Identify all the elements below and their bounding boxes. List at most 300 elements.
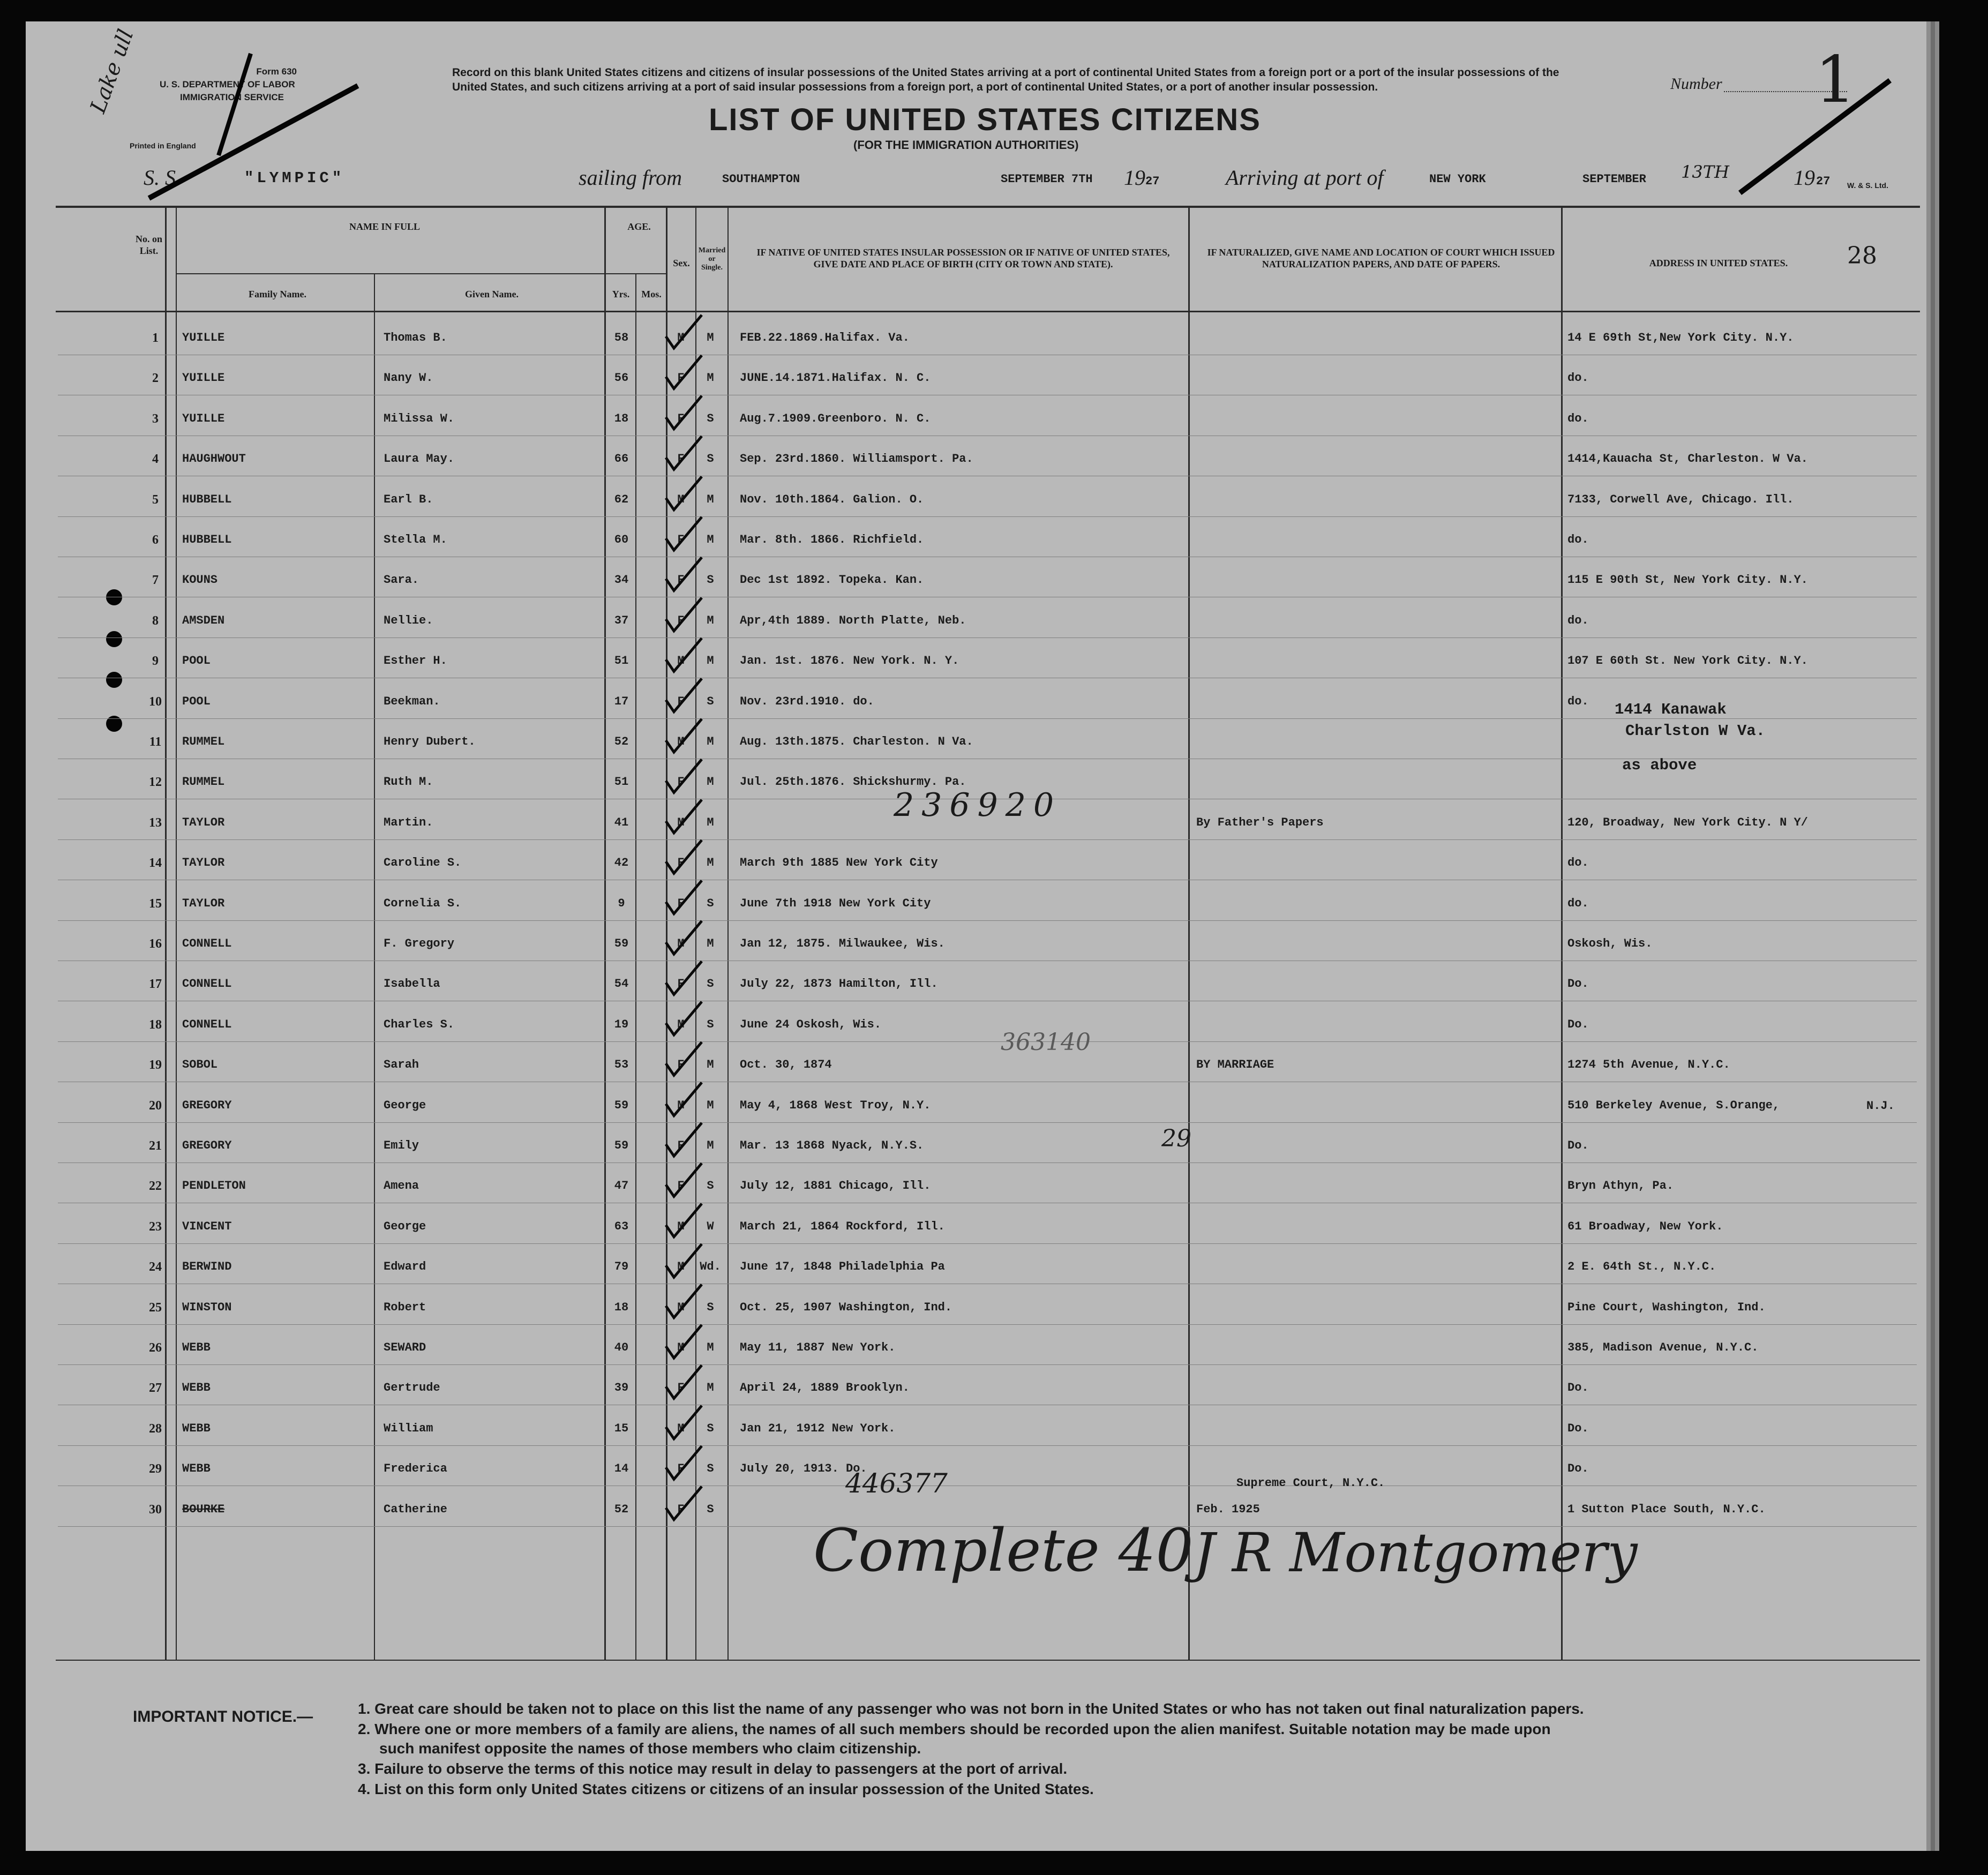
row-checkmark	[666, 679, 702, 712]
birth-info: June 7th 1918 New York City	[740, 896, 931, 910]
row-number: 8	[152, 613, 159, 628]
us-address: 1274 5th Avenue, N.Y.C.	[1567, 1058, 1730, 1072]
birth-info: March 9th 1885 New York City	[740, 856, 938, 870]
row-checkmark	[666, 1446, 702, 1479]
ship-name: "LYMPIC"	[244, 169, 345, 187]
birth-info: May 4, 1868 West Troy, N.Y.	[740, 1098, 931, 1112]
rummel-address-1: 1414 Kanawak	[1615, 701, 1727, 718]
header-address: ADDRESS IN UNITED STATES.	[1649, 258, 1788, 268]
marital-status: S	[707, 896, 714, 910]
sex: F	[677, 371, 685, 385]
ss-label: S. S.	[144, 166, 181, 190]
family-name: VINCENT	[182, 1219, 232, 1233]
row-checkmark	[666, 1365, 702, 1398]
given-name: Nany W.	[384, 371, 433, 385]
birth-info: July 20, 1913. Do.	[740, 1462, 867, 1476]
row-checkmark	[666, 355, 702, 388]
supreme-court-note: Supreme Court, N.Y.C.	[1236, 1476, 1385, 1490]
row-number: 23	[149, 1219, 162, 1234]
us-address: 14 E 69th St,New York City. N.Y.	[1567, 331, 1794, 344]
sex: F	[677, 1381, 685, 1395]
marital-status: S	[707, 1300, 714, 1314]
notice-item-1: 1. Great care should be taken not to place on this list the name of any passenger who was not born in the United States or who has not taken out final naturalization papers.	[358, 1700, 1584, 1717]
year-label-1: 19	[1124, 166, 1145, 190]
birth-info: Apr,4th 1889. North Platte, Neb.	[740, 613, 966, 627]
age-years: 40	[614, 1341, 629, 1354]
us-address: Do.	[1567, 1421, 1589, 1435]
birth-info: June 24 Oskosh, Wis.	[740, 1017, 882, 1031]
row-checkmark	[666, 961, 702, 994]
us-address: Do.	[1567, 1139, 1589, 1152]
us-address: Oskosh, Wis.	[1567, 937, 1653, 950]
age-years: 56	[614, 371, 629, 385]
sex: F	[677, 452, 685, 466]
row-checkmark	[666, 517, 702, 550]
family-name: GREGORY	[182, 1098, 232, 1112]
family-name: TAYLOR	[182, 896, 225, 910]
age-years: 41	[614, 815, 629, 829]
row-checkmark	[666, 800, 702, 833]
row-number: 11	[149, 735, 162, 749]
marital-status: M	[707, 1381, 714, 1395]
birth-info: Sep. 23rd.1860. Williamsport. Pa.	[740, 452, 973, 466]
age-years: 52	[614, 735, 629, 748]
birth-info: June 17, 1848 Philadelphia Pa	[740, 1260, 945, 1274]
page-title: LIST OF UNITED STATES CITIZENS	[709, 102, 1261, 137]
row-checkmark	[666, 1002, 702, 1035]
marital-status: M	[707, 1139, 714, 1152]
family-name: SOBOL	[182, 1058, 218, 1072]
birth-info: April 24, 1889 Brooklyn.	[740, 1381, 910, 1395]
row-checkmark	[666, 1083, 702, 1116]
marital-status: S	[707, 1179, 714, 1193]
birth-info: FEB.22.1869.Halifax. Va.	[740, 331, 910, 344]
sex: F	[677, 1058, 685, 1072]
us-address: do.	[1567, 856, 1589, 870]
row-number: 4	[152, 452, 159, 467]
sex: M	[677, 1341, 685, 1354]
age-years: 42	[614, 856, 629, 870]
birth-info: Jan. 1st. 1876. New York. N. Y.	[740, 654, 959, 668]
age-years: 62	[614, 492, 629, 506]
birth-info: Nov. 10th.1864. Galion. O.	[740, 492, 924, 506]
row-checkmark	[666, 436, 702, 469]
sex: M	[677, 937, 685, 950]
age-years: 39	[614, 1381, 629, 1395]
us-address: do.	[1567, 411, 1589, 425]
age-years: 59	[614, 937, 629, 950]
us-address: Do.	[1567, 1462, 1589, 1476]
hand-number-2: 363140	[1001, 1029, 1091, 1056]
birth-info: Aug.7.1909.Greenboro. N. C.	[740, 411, 931, 425]
row-checkmark	[666, 638, 702, 671]
family-name: PENDLETON	[182, 1179, 246, 1193]
family-name: WEBB	[182, 1381, 211, 1395]
family-name: YUILLE	[182, 411, 225, 425]
sex: F	[677, 1462, 685, 1476]
family-name: BERWIND	[182, 1260, 232, 1274]
row-checkmark	[666, 881, 702, 914]
margin-note: Lake ull	[85, 26, 139, 117]
marital-status: M	[707, 1341, 714, 1354]
header-naturalized: IF NATURALIZED, GIVE NAME AND LOCATION OF COURT WHICH ISSUED NATURALIZATION PAPERS, AND DATE OF PAPERS.	[1207, 247, 1555, 269]
given-name: SEWARD	[384, 1341, 426, 1354]
marital-status: M	[707, 937, 714, 950]
us-address: 510 Berkeley Avenue, S.Orange,	[1567, 1098, 1780, 1112]
birth-info: Jul. 25th.1876. Shickshurmy. Pa.	[740, 775, 966, 789]
year-1: 27	[1145, 175, 1160, 188]
gregory-nj: N.J.	[1866, 1099, 1895, 1113]
family-name: HAUGHWOUT	[182, 452, 246, 466]
row-number: 28	[149, 1421, 162, 1436]
birth-info: Oct. 25, 1907 Washington, Ind.	[740, 1300, 952, 1314]
marital-status: S	[707, 1502, 714, 1516]
marital-status: M	[707, 1098, 714, 1112]
header-given-name: Given Name.	[465, 289, 519, 299]
marital-status: M	[707, 1058, 714, 1072]
age-years: 59	[614, 1098, 629, 1112]
us-address: 7133, Corwell Ave, Chicago. Ill.	[1567, 492, 1794, 506]
row-number: 22	[149, 1179, 162, 1194]
us-address: Bryn Athyn, Pa.	[1567, 1179, 1674, 1193]
arrival-day: 13TH	[1681, 162, 1729, 182]
row-checkmark	[666, 921, 702, 954]
marital-status: M	[707, 492, 714, 506]
header-no: No. on List.	[135, 234, 162, 256]
header-age: AGE.	[627, 221, 651, 232]
us-address: 107 E 60th St. New York City. N.Y.	[1567, 654, 1808, 668]
row-checkmark	[666, 719, 702, 752]
birth-info: Mar. 13 1868 Nyack, N.Y.S.	[740, 1139, 924, 1152]
row-number: 29	[149, 1462, 162, 1476]
naturalization-info: By Father's Papers	[1196, 815, 1324, 829]
row-number: 3	[152, 411, 159, 426]
given-name: Caroline S.	[384, 856, 462, 870]
family-name: BOURKE	[182, 1502, 225, 1516]
us-address: 2 E. 64th St., N.Y.C.	[1567, 1260, 1716, 1274]
birth-info: May 11, 1887 New York.	[740, 1341, 896, 1354]
header-mos: Mos.	[641, 289, 662, 299]
sex: M	[677, 1421, 685, 1435]
age-years: 19	[614, 1017, 629, 1031]
marital-status: S	[707, 411, 714, 425]
row-number: 19	[149, 1058, 162, 1072]
sex: F	[677, 775, 685, 789]
hand-number-3: 446377	[845, 1468, 948, 1499]
page-number: 28	[1847, 242, 1877, 269]
family-name: HUBBELL	[182, 533, 232, 546]
family-name: RUMMEL	[182, 735, 225, 748]
department-label: U. S. DEPARTMENT OF LABOR	[160, 79, 295, 89]
row-checkmark	[666, 315, 702, 348]
family-name: WEBB	[182, 1462, 211, 1476]
family-name: HUBBELL	[182, 492, 232, 506]
manifest-sheet	[26, 21, 1926, 1851]
marital-status: M	[707, 331, 714, 344]
birth-info: JUNE.14.1871.Halifax. N. C.	[740, 371, 931, 385]
given-name: Earl B.	[384, 492, 433, 506]
marital-status: S	[707, 573, 714, 587]
family-name: CONNELL	[182, 937, 232, 950]
given-name: Ruth M.	[384, 775, 433, 789]
signature: J R Montgomery	[1194, 1521, 1638, 1584]
given-name: Cornelia S.	[384, 896, 462, 910]
header-name-in-full: NAME IN FULL	[349, 221, 420, 232]
given-name: Nellie.	[384, 613, 433, 627]
sex: F	[677, 533, 685, 546]
row-checkmark	[666, 557, 702, 590]
given-name: George	[384, 1098, 426, 1112]
given-name: F. Gregory	[384, 937, 455, 950]
row-number: 17	[149, 977, 162, 992]
header-sex: Sex.	[673, 258, 690, 268]
row-number: 24	[149, 1260, 162, 1274]
row-number: 2	[152, 371, 159, 386]
age-years: 15	[614, 1421, 629, 1435]
marital-status: M	[707, 735, 714, 748]
notice-item-4: 4. List on this form only United States citizens or citizens of an insular possession of the United States.	[358, 1781, 1094, 1797]
sex: F	[677, 613, 685, 627]
printer-mark: W. & S. Ltd.	[1847, 181, 1888, 190]
age-years: 18	[614, 1300, 629, 1314]
row-checkmark	[666, 598, 702, 631]
sex: F	[677, 573, 685, 587]
sex: F	[677, 1502, 685, 1516]
sex: M	[677, 1260, 685, 1274]
row-checkmark	[666, 1123, 702, 1156]
notice-heading: IMPORTANT NOTICE.—	[133, 1708, 313, 1726]
sex: F	[677, 1139, 685, 1152]
row-number: 7	[152, 573, 159, 588]
family-name: WINSTON	[182, 1300, 232, 1314]
given-name: Gertrude	[384, 1381, 440, 1395]
number-label: Number	[1670, 75, 1722, 93]
age-years: 59	[614, 1139, 629, 1152]
us-address: Do.	[1567, 1381, 1589, 1395]
row-checkmark	[666, 1244, 702, 1277]
given-name: William	[384, 1421, 433, 1435]
age-years: 9	[618, 896, 625, 910]
depart-date: SEPTEMBER 7TH	[1001, 172, 1093, 186]
birth-info: July 22, 1873 Hamilton, Ill.	[740, 977, 938, 991]
birth-info: Oct. 30, 1874	[740, 1058, 832, 1072]
given-name: Robert	[384, 1300, 426, 1314]
birth-info: July 12, 1881 Chicago, Ill.	[740, 1179, 931, 1193]
arriving-label: Arriving at port of	[1226, 166, 1384, 190]
family-name: POOL	[182, 694, 211, 708]
us-address: do.	[1567, 694, 1589, 708]
us-address: 1414,Kauacha St, Charleston. W Va.	[1567, 452, 1808, 466]
given-name: George	[384, 1219, 426, 1233]
given-name: Thomas B.	[384, 331, 447, 344]
marital-status: M	[707, 856, 714, 870]
sex: M	[677, 492, 685, 506]
row-number: 21	[149, 1139, 162, 1153]
row-number: 14	[149, 856, 162, 871]
year-label-2: 19	[1794, 166, 1815, 190]
age-years: 51	[614, 654, 629, 668]
row-number: 30	[149, 1502, 162, 1517]
age-years: 47	[614, 1179, 629, 1193]
sex: M	[677, 1098, 685, 1112]
marital-status: M	[707, 533, 714, 546]
family-name: POOL	[182, 654, 211, 668]
family-name: RUMMEL	[182, 775, 225, 789]
age-years: 17	[614, 694, 629, 708]
number-value: 1	[1815, 43, 1856, 117]
given-name: Edward	[384, 1260, 426, 1274]
us-address: do.	[1567, 613, 1589, 627]
from-port: SOUTHAMPTON	[722, 172, 800, 186]
sex: F	[677, 411, 685, 425]
row-checkmark	[666, 1163, 702, 1196]
age-years: 37	[614, 613, 629, 627]
marital-status: W	[707, 1219, 714, 1233]
us-address: do.	[1567, 533, 1589, 546]
marital-status: M	[707, 654, 714, 668]
marital-status: S	[707, 977, 714, 991]
naturalization-info: BY MARRIAGE	[1196, 1058, 1274, 1072]
birth-info: March 21, 1864 Rockford, Ill.	[740, 1219, 945, 1233]
family-name: WEBB	[182, 1341, 211, 1354]
marital-status: S	[707, 452, 714, 466]
notice-item-2b: such manifest opposite the names of those members who claim citizenship.	[379, 1740, 921, 1757]
year-2: 27	[1816, 175, 1831, 188]
row-checkmark	[666, 1406, 702, 1439]
row-number: 15	[149, 896, 162, 911]
us-address: Do.	[1567, 1017, 1589, 1031]
page-subtitle: (FOR THE IMMIGRATION AUTHORITIES)	[853, 138, 1079, 152]
us-address: do.	[1567, 896, 1589, 910]
us-address: 120, Broadway, New York City. N Y/	[1567, 815, 1808, 829]
family-name: GREGORY	[182, 1139, 232, 1152]
header-yrs: Yrs.	[612, 289, 630, 299]
given-name: Esther H.	[384, 654, 447, 668]
header-married: Married or Single.	[698, 246, 726, 272]
family-name: CONNELL	[182, 1017, 232, 1031]
header-birth: IF NATIVE OF UNITED STATES INSULAR POSSESSION OR IF NATIVE OF UNITED STATES, GIVE DATE AND PLACE OF BIRTH (CITY OR TOWN AND STATE).	[756, 247, 1170, 269]
sex: F	[677, 896, 685, 910]
marital-status: M	[707, 613, 714, 627]
row-number: 10	[149, 694, 162, 709]
row-checkmark	[666, 1042, 702, 1075]
rummel-address-2: Charlston W Va.	[1625, 722, 1766, 740]
sex: M	[677, 735, 685, 748]
age-years: 63	[614, 1219, 629, 1233]
row-checkmark	[666, 477, 702, 510]
row-number: 25	[149, 1300, 162, 1315]
form-number: Form 630	[256, 66, 297, 77]
arrival-port: NEW YORK	[1429, 172, 1486, 186]
family-name: TAYLOR	[182, 856, 225, 870]
birth-info: Dec 1st 1892. Topeka. Kan.	[740, 573, 924, 587]
family-name: YUILLE	[182, 331, 225, 344]
sex: M	[677, 815, 685, 829]
given-name: Emily	[384, 1139, 419, 1152]
naturalization-info: Feb. 1925	[1196, 1502, 1260, 1516]
sex: M	[677, 654, 685, 668]
row-number: 12	[149, 775, 162, 790]
sex: F	[677, 856, 685, 870]
marital-status: M	[707, 775, 714, 789]
sex: M	[677, 1017, 685, 1031]
family-name: CONNELL	[182, 977, 232, 991]
age-years: 14	[614, 1462, 629, 1476]
row-checkmark	[666, 1285, 702, 1318]
age-years: 51	[614, 775, 629, 789]
row-number: 16	[149, 937, 162, 951]
row-number: 5	[152, 492, 159, 507]
preamble-text: Record on this blank United States citizens and citizens of insular possessions of the United States arriving at a port of continental United States from a foreign port or a port of the insular possessions of the United States, and such citizens arriving at a port of said insular possessions from a foreign port, a port of continental United States, or a port of another insular possession.	[452, 66, 1559, 93]
birth-info: Jan 12, 1875. Milwaukee, Wis.	[740, 937, 945, 950]
arrival-month: SEPTEMBER	[1582, 172, 1646, 186]
age-years: 18	[614, 411, 629, 425]
age-years: 60	[614, 533, 629, 546]
given-name: Amena	[384, 1179, 419, 1193]
birth-info: Mar. 8th. 1866. Richfield.	[740, 533, 924, 546]
age-years: 58	[614, 331, 629, 344]
sex: M	[677, 1300, 685, 1314]
given-name: Catherine	[384, 1502, 447, 1516]
age-years: 79	[614, 1260, 629, 1274]
sex: F	[677, 694, 685, 708]
us-address: 115 E 90th St, New York City. N.Y.	[1567, 573, 1808, 587]
given-name: Frederica	[384, 1462, 447, 1476]
checkmarks	[26, 21, 1926, 1682]
sex: F	[677, 977, 685, 991]
notice-item-3: 3. Failure to observe the terms of this notice may result in delay to passengers at the port of arrival.	[358, 1760, 1068, 1777]
header-family-name: Family Name.	[249, 289, 306, 299]
sex: F	[677, 1179, 685, 1193]
family-name: YUILLE	[182, 371, 225, 385]
row-number: 1	[152, 331, 159, 345]
row-checkmark	[666, 759, 702, 792]
row-number: 13	[149, 815, 162, 830]
row-number: 20	[149, 1098, 162, 1113]
us-address: do.	[1567, 371, 1589, 385]
row-checkmark	[666, 1204, 702, 1237]
age-years: 53	[614, 1058, 629, 1072]
row-number: 18	[149, 1017, 162, 1032]
sex: M	[677, 1219, 685, 1233]
family-name: KOUNS	[182, 573, 218, 587]
row-checkmark	[666, 1325, 702, 1358]
marital-status: Wd.	[700, 1260, 721, 1274]
row-number: 9	[152, 654, 159, 669]
marital-status: M	[707, 371, 714, 385]
given-name: Henry Dubert.	[384, 735, 476, 748]
given-name: Stella M.	[384, 533, 447, 546]
given-name: Charles S.	[384, 1017, 455, 1031]
row-number: 27	[149, 1381, 162, 1396]
marital-status: M	[707, 815, 714, 829]
printed-label: Printed in England	[130, 141, 196, 150]
family-name: TAYLOR	[182, 815, 225, 829]
row-number: 6	[152, 533, 159, 547]
age-years: 54	[614, 977, 629, 991]
age-years: 34	[614, 573, 629, 587]
row-checkmark	[666, 396, 702, 429]
given-name: Sarah	[384, 1058, 419, 1072]
age-years: 52	[614, 1502, 629, 1516]
us-address: Pine Court, Washington, Ind.	[1567, 1300, 1766, 1314]
family-name: WEBB	[182, 1421, 211, 1435]
birth-info: Jan 21, 1912 New York.	[740, 1421, 896, 1435]
birth-info: Aug. 13th.1875. Charleston. N Va.	[740, 735, 973, 748]
given-name: Sara.	[384, 573, 419, 587]
given-name: Isabella	[384, 977, 440, 991]
hand-number-1: 236920	[894, 786, 1062, 824]
